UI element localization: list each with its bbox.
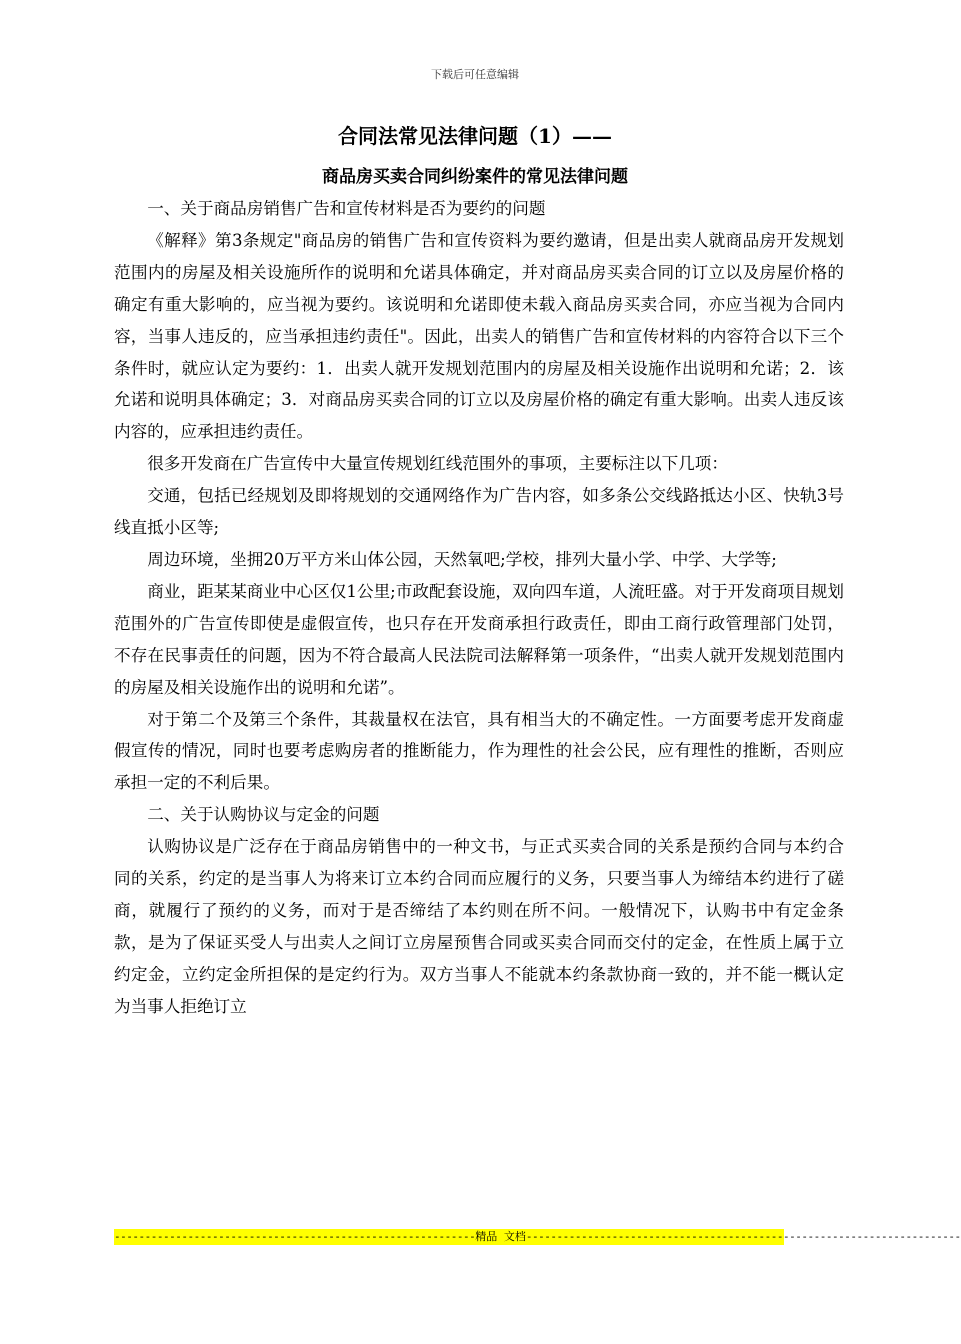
paragraph: 《解释》第3条规定"商品房的销售广告和宣传资料为要约邀请，但是出卖人就商品房开发规划范围内的房屋及相关设施所作的说明和允诺具体确定，并对商品房买卖合同的订立以及房屋价格的确定有重大影响的，应当视为要约。该说明和允诺即使未载入商品房买卖合同，亦应当视为合同内容，当事人违反的，应当承担违约责任"。因此，出卖人的销售广告和宣传材料的内容符合以下三个条件时，就应认定为要约：1．出卖人就开发规划范围内的房屋及相关设施作出说明和允诺；2．该允诺和说明具体确定；3．对商品房买卖合同的订立以及房屋价格的确定有重大影响。出卖人违反该内容的，应承担违约责任。 <box>114 230 844 442</box>
document-body <box>114 193 844 1023</box>
header-note: 下载后可任意编辑 <box>431 68 519 81</box>
paragraph: 认购协议是广泛存在于商品房销售中的一种文书，与正式买卖合同的关系是预约合同与本约合同的关系，约定的是当事人为将来订立本约合同而应履行的义务，只要当事人为缔结本约进行了磋商，就履行了预约的义务，而对于是否缔结了本约则在所不问。一般情况下，认购书中有定金条款，是为了保证买受人与出卖人之间订立房屋预售合同或买卖合同而交付的定金，在性质上属于立约定金，立约定金所担保的是定约行为。双方当事人不能就本约条款协商一致的，并不能一概认定为当事人拒绝订立 <box>114 837 844 1016</box>
footer-banner <box>114 1229 961 1245</box>
paragraph: 周边环境，坐拥20万平方米山体公园，天然氧吧;学校，排列大量小学、中学、大学等; <box>147 549 777 569</box>
section-heading-1: 一、关于商品房销售广告和宣传材料是否为要约的问题 <box>147 199 546 218</box>
document-title: 合同法常见法律问题（1）—— <box>338 124 612 148</box>
footer-right-dashes: ----------------------------------------------------------------------- <box>525 1230 961 1243</box>
paragraph: 商业，距某某商业中心区仅1公里;市政配套设施，双向四车道，人流旺盛。对于开发商项目规划范围外的广告宣传即使是虚假宣传，也只存在开发商承担行政责任，即由工商行政管理部门处罚，不存在民事责任的问题，因为不符合最高人民法院司法解释第一项条件，“出卖人就开发规划范围内的房屋及相关设施作出的说明和允诺”。 <box>114 581 844 697</box>
footer-label: 精品 文档 <box>475 1230 526 1243</box>
footer-left-dashes: ----------------------------------------------------------- <box>114 1230 476 1243</box>
section-heading-2: 二、关于认购协议与定金的问题 <box>147 805 380 825</box>
paragraph: 很多开发商在广告宣传中大量宣传规划红线范围外的事项，主要标注以下几项： <box>147 454 728 474</box>
paragraph: 交通，包括已经规划及即将规划的交通网络作为广告内容，如多条公交线路抵达小区、快轨3号线直抵小区等; <box>114 486 844 538</box>
paragraph: 对于第二个及第三个条件，其裁量权在法官，具有相当大的不确定性。一方面要考虑开发商虚假宣传的情况，同时也要考虑购房者的推断能力，作为理性的社会公民，应有理性的推断，否则应承担一定的不利后果。 <box>114 709 844 793</box>
document-subtitle: 商品房买卖合同纠纷案件的常见法律问题 <box>322 167 628 187</box>
